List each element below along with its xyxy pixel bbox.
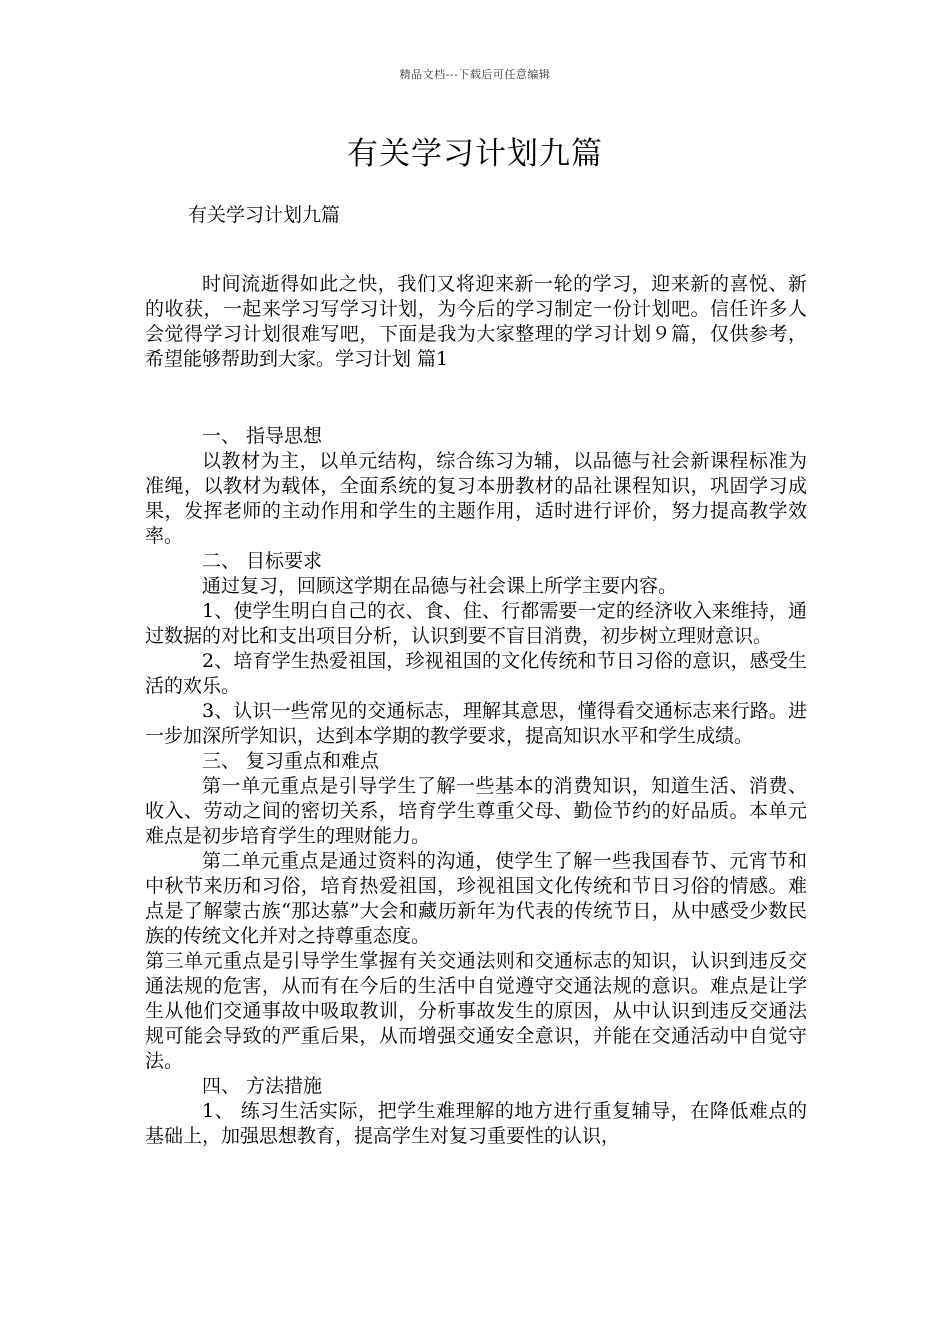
paragraph-unit-3: 第三单元重点是引导学生掌握有关交通法则和交通标志的知识，认识到违反交通法规的危害，从而有在今后的生活中自觉遵守交通法规的意识。难点是让学生从他们交通事故中吸取教训，分析事故发生的原因，从中认识到违反交通法规可能会导致的严重后果，从而增强交通安全意识，并能在交通活动中自觉守法。 [145, 950, 807, 1072]
paragraph-goal-1: 1、使学生明白自己的衣、食、住、行都需要一定的经济收入来维持，通过数据的对比和支出项目分析，认识到要不盲目消费，初步树立理财意识。 [145, 600, 807, 647]
document-subtitle: 有关学习计划九篇 [188, 204, 341, 226]
paragraph-unit-1: 第一单元重点是引导学生了解一些基本的消费知识，知道生活、消费、收入、劳动之间的密切关系，培育学生尊重父母、勤俭节约的好品质。本单元难点是初步培育学生的理财能力。 [145, 775, 807, 847]
section-heading-1: 一、 指导思想 [202, 425, 323, 447]
section-heading-4: 四、 方法措施 [202, 1075, 323, 1097]
paragraph-gap [145, 372, 807, 424]
section-heading-3: 三、 复习重点和难点 [202, 750, 380, 772]
paragraph-unit-2: 第二单元重点是通过资料的沟通，使学生了解一些我国春节、元宵节和中秋节来历和习俗，培育热爱祖国，珍视祖国文化传统和节日习俗的情感。难点是了解蒙古族“那达慕”大会和藏历新年为代表的传统节日，从中感受少数民族的传统文化并对之持尊重态度。 [145, 850, 807, 947]
intro-paragraph: 时间流逝得如此之快，我们又将迎来新一轮的学习，迎来新的喜悦、新的收获，一起来学习写学习计划，为今后的学习制定一份计划吧。信任许多人会觉得学习计划很难写吧，下面是我为大家整理的学习计划９篇，仅供参考，希望能够帮助到大家。学习计划 篇1 [145, 273, 807, 370]
paragraph-guiding-thought: 以教材为主，以单元结构，综合练习为辅，以品德与社会新课程标准为准绳，以教材为载体，全面系统的复习本册教材的品社课程知识，巩固学习成果，发挥老师的主动作用和学生的主题作用，适时进行评价，努力提高教学效率。 [145, 450, 807, 547]
document-body [145, 272, 807, 1149]
paragraph-review-intro: 通过复习，回顾这学期在品德与社会课上所学主要内容。 [202, 575, 678, 597]
section-heading-2: 二、 目标要求 [202, 550, 323, 572]
document-title: 有关学习计划九篇 [347, 136, 603, 172]
paragraph-goal-3: 3、认识一些常见的交通标志，理解其意思，懂得看交通标志来行路。进一步加深所学知识，达到本学期的教学要求，提高知识水平和学生成绩。 [145, 700, 807, 747]
header-note: 精品文档---下载后可任意编辑 [399, 68, 551, 81]
paragraph-goal-2: 2、培育学生热爱祖国，珍视祖国的文化传统和节日习俗的意识，感受生活的欢乐。 [145, 650, 807, 697]
paragraph-method-1: 1、 练习生活实际，把学生难理解的地方进行重复辅导，在降低难点的基础上，加强思想教育，提高学生对复习重要性的认识， [145, 1100, 807, 1147]
